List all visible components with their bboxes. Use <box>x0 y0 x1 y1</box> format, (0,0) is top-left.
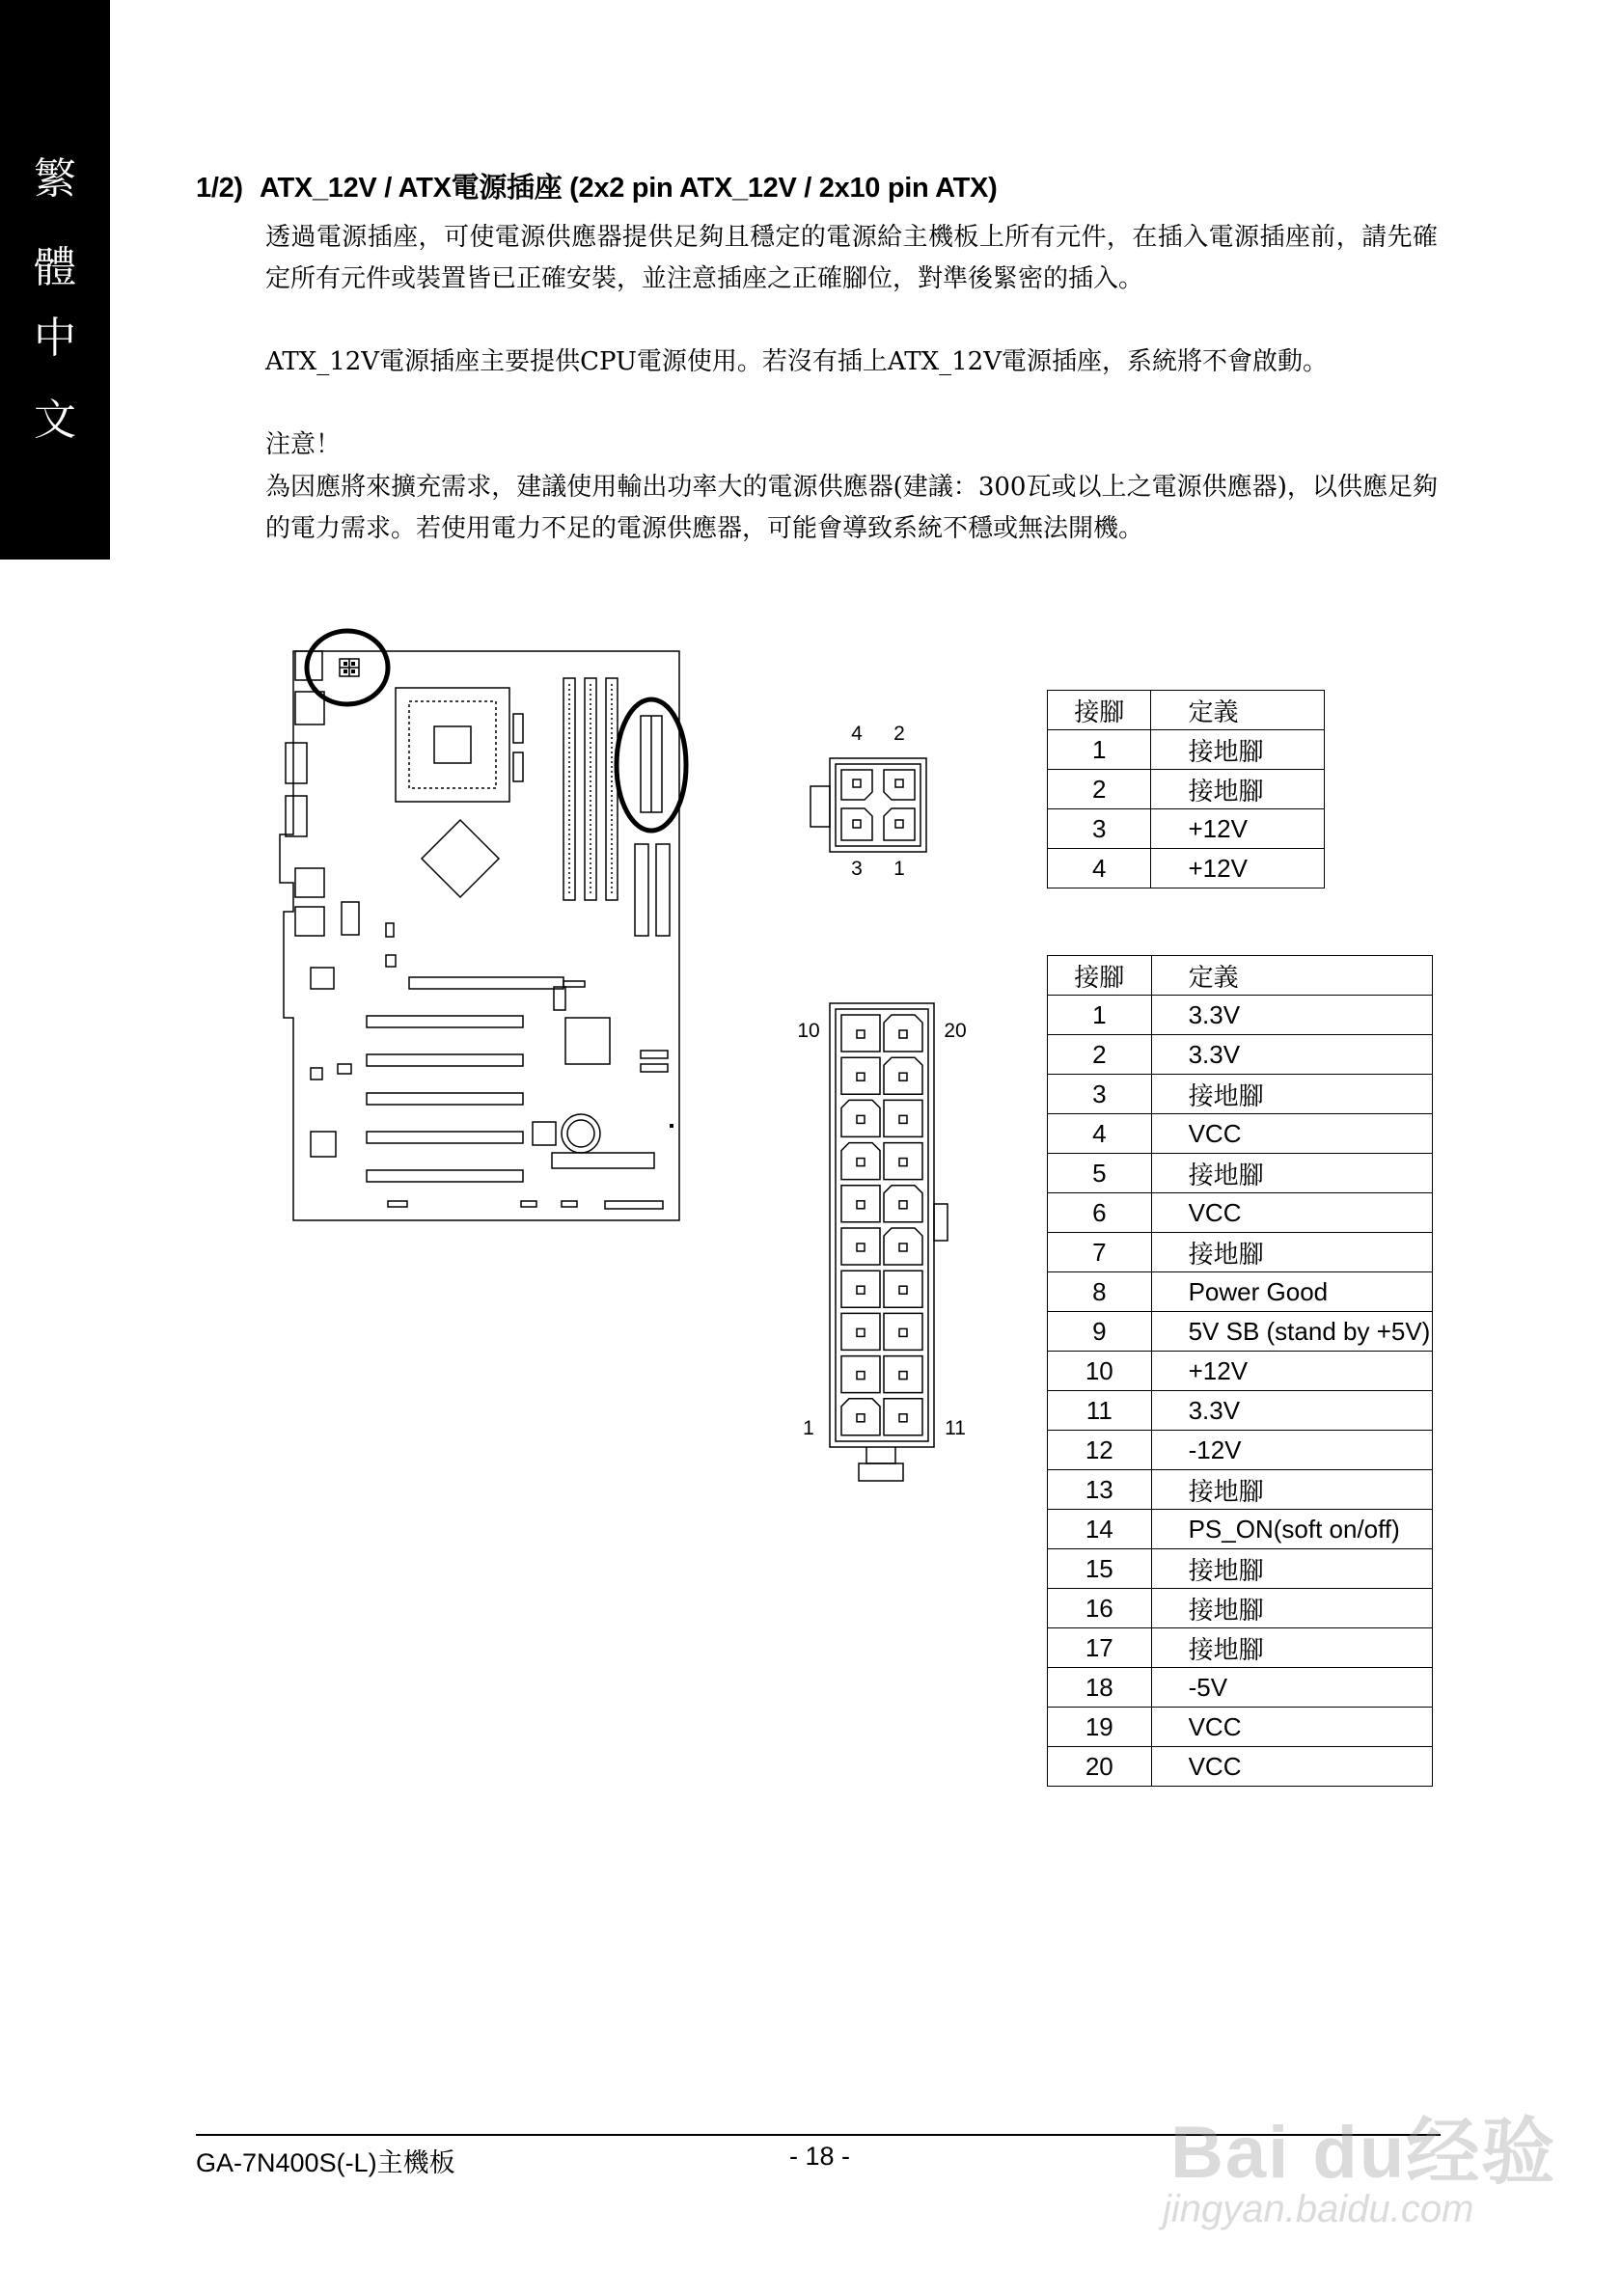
atx-pin-contact <box>857 1414 865 1422</box>
header-pin: 接腳 <box>1048 956 1152 996</box>
pin-definition-cell: 接地腳 <box>1151 770 1325 809</box>
atx-pin-cell <box>884 1143 922 1180</box>
sidebar-char: 繁 <box>34 154 76 204</box>
pin-definition-cell: Power Good <box>1151 1272 1432 1312</box>
pin-definition-cell: -5V <box>1151 1668 1432 1708</box>
atx-pin-cell <box>841 1143 880 1180</box>
atx-pin-contact <box>899 1328 907 1336</box>
atx12v-pin-table <box>1047 690 1325 888</box>
table-row <box>1048 1628 1433 1668</box>
pin-definition-cell: VCC <box>1151 1114 1432 1154</box>
atx-pin-contact <box>857 1201 865 1209</box>
atx-pin-table <box>1047 955 1433 1787</box>
table-row <box>1048 1470 1433 1510</box>
header-definition: 定義 <box>1151 956 1432 996</box>
header-definition: 定義 <box>1151 691 1325 730</box>
atx-pin-contact <box>899 1030 907 1038</box>
pin-label: 1 <box>893 858 905 880</box>
pin-number-cell: 16 <box>1048 1589 1152 1628</box>
atx-pin-contact <box>857 1159 865 1166</box>
pin-definition-cell: -12V <box>1151 1431 1432 1470</box>
table-row <box>1048 1154 1433 1193</box>
table-row <box>1048 1708 1433 1747</box>
pin-definition-cell: PS_ON(soft on/off) <box>1151 1510 1432 1549</box>
atx-pin-cell <box>884 1313 922 1350</box>
table-header-row <box>1048 956 1433 996</box>
pin-number-cell: 3 <box>1048 809 1151 849</box>
table-row <box>1048 1312 1433 1352</box>
table-row <box>1048 1589 1433 1628</box>
pin-number-cell: 2 <box>1048 1035 1152 1075</box>
atx-pin-contact <box>857 1372 865 1380</box>
pin-number-cell: 12 <box>1048 1431 1152 1470</box>
atx-pin-cell <box>841 1356 880 1393</box>
pin-number-cell: 9 <box>1048 1312 1152 1352</box>
pin-number-cell: 1 <box>1048 730 1151 770</box>
table-row <box>1048 730 1325 770</box>
atx-pin-contact <box>857 1244 865 1251</box>
table-row <box>1048 770 1325 809</box>
pin-number-cell: 17 <box>1048 1628 1152 1668</box>
intro-paragraph: 透過電源插座，可使電源供應器提供足夠且穩定的電源給主機板上所有元件，在插入電源插座前，請先確定所有元件或裝置皆已正確安裝，並注意插座之正確腳位，對準後緊密的插入。 <box>265 223 1438 293</box>
atx-pin-cell <box>841 1271 880 1307</box>
table-row <box>1048 1233 1433 1272</box>
watermark-brand: Bai du经验 <box>1170 2112 1557 2194</box>
atx-pin-cell <box>841 1100 880 1136</box>
pin-number-cell: 3 <box>1048 1075 1152 1114</box>
pin-number-cell: 7 <box>1048 1233 1152 1272</box>
pin-number-cell: 13 <box>1048 1470 1152 1510</box>
atx-pin-contact <box>857 1286 865 1294</box>
table-row <box>1048 1510 1433 1549</box>
pin-definition-cell: 接地腳 <box>1151 1075 1432 1114</box>
pin-label: 4 <box>851 723 863 745</box>
pin-number-cell: 18 <box>1048 1668 1152 1708</box>
pin-number-cell: 4 <box>1048 849 1151 888</box>
atx-pin-contact <box>899 1286 907 1294</box>
pin-number-cell: 15 <box>1048 1549 1152 1589</box>
table-row <box>1048 1114 1433 1154</box>
atx-pin-contact <box>857 1328 865 1336</box>
pin-label: 1 <box>803 1417 814 1439</box>
atx-pin-contact <box>899 1201 907 1209</box>
atx-pin-cell <box>841 1015 880 1052</box>
table-row <box>1048 1352 1433 1391</box>
pin-definition-cell: +12V <box>1151 1352 1432 1391</box>
pin-label: 20 <box>944 1020 967 1042</box>
pin-definition-cell: VCC <box>1151 1708 1432 1747</box>
atx-pin-contact <box>899 1115 907 1123</box>
table-row <box>1048 809 1325 849</box>
table-row <box>1048 1193 1433 1233</box>
pin-definition-cell: 接地腳 <box>1151 1154 1432 1193</box>
note-label: 注意！ <box>265 430 342 459</box>
pin-definition-cell: 接地腳 <box>1151 1470 1432 1510</box>
pin-label: 2 <box>893 723 905 745</box>
atx-pin-cell <box>841 1057 880 1094</box>
pin-number-cell: 6 <box>1048 1193 1152 1233</box>
section-title: ATX_12V / ATX電源插座 (2x2 pin ATX_12V / 2x10 pin ATX) <box>260 173 998 204</box>
pin-number-cell: 14 <box>1048 1510 1152 1549</box>
sidebar-char: 文 <box>34 396 76 445</box>
pin-number-cell: 20 <box>1048 1747 1152 1787</box>
table-row <box>1048 1391 1433 1431</box>
pin-number-cell: 8 <box>1048 1272 1152 1312</box>
pin-definition-cell: 3.3V <box>1151 1035 1432 1075</box>
atx-connector-diagram <box>789 998 982 1481</box>
pin-definition-cell: 接地腳 <box>1151 1233 1432 1272</box>
atx-pin-grid <box>841 1015 922 1435</box>
atx-pin-contact <box>857 1115 865 1123</box>
pin-definition-cell: 接地腳 <box>1151 1628 1432 1668</box>
atx-pin-cell <box>841 1313 880 1350</box>
pin-definition-cell: 接地腳 <box>1151 730 1325 770</box>
atx-pin-cell <box>884 1057 922 1094</box>
atx-pin-cell <box>841 1186 880 1222</box>
table-row <box>1048 1668 1433 1708</box>
table-row <box>1048 1035 1433 1075</box>
language-sidebar <box>0 0 110 560</box>
pin-definition-cell: +12V <box>1151 809 1325 849</box>
pin-number-cell: 10 <box>1048 1352 1152 1391</box>
section-number: 1/2) <box>196 173 243 204</box>
atx-pin-cell <box>841 1399 880 1435</box>
pin-definition-cell: 5V SB (stand by +5V) <box>1151 1312 1432 1352</box>
table-row <box>1048 1549 1433 1589</box>
pin-number-cell: 5 <box>1048 1154 1152 1193</box>
pin-definition-cell: 接地腳 <box>1151 1589 1432 1628</box>
pin-number-cell: 11 <box>1048 1391 1152 1431</box>
atx-pin-cell <box>884 1015 922 1052</box>
sidebar-char: 體 <box>34 243 76 292</box>
header-pin: 接腳 <box>1048 691 1151 730</box>
atx-pin-cell <box>841 1228 880 1265</box>
table-row <box>1048 1075 1433 1114</box>
pin-definition-cell: 3.3V <box>1151 1391 1432 1431</box>
baidu-watermark <box>1153 2074 1557 2238</box>
pin-label: 3 <box>851 858 863 880</box>
section-heading <box>196 166 997 205</box>
table-row <box>1048 996 1433 1035</box>
motherboard-diagram <box>272 622 701 1230</box>
pin-number-cell: 4 <box>1048 1114 1152 1154</box>
atx-pin-cell <box>884 1356 922 1393</box>
table-row <box>1048 1747 1433 1787</box>
note-paragraph: 為因應將來擴充需求，建議使用輸出功率大的電源供應器(建議：300瓦或以上之電源供應器)，以供應足夠的電力需求。若使用電力不足的電源供應器，可能會導致系統不穩或無法開機。 <box>265 473 1438 543</box>
table-header-row <box>1048 691 1325 730</box>
table-row <box>1048 849 1325 888</box>
atx12v-paragraph: ATX_12V電源插座主要提供CPU電源使用。若沒有插上ATX_12V電源插座，系統將不會啟動。 <box>265 347 1328 376</box>
table-row <box>1048 1431 1433 1470</box>
footer-model: GA-7N400S(-L)主機板 <box>196 2148 455 2177</box>
atx-pin-cell <box>884 1271 922 1307</box>
pin-label: 10 <box>797 1020 820 1042</box>
pin-number-cell: 1 <box>1048 996 1152 1035</box>
atx-pin-cell <box>884 1399 922 1435</box>
pin-definition-cell: 接地腳 <box>1151 1549 1432 1589</box>
footer-page-number: - 18 - <box>789 2142 851 2171</box>
atx12v-connector-diagram <box>801 719 955 888</box>
atx-pin-contact <box>899 1073 907 1080</box>
atx-pin-contact <box>899 1244 907 1251</box>
atx-pin-contact <box>899 1372 907 1380</box>
atx-pin-cell <box>884 1100 922 1136</box>
sidebar-char: 中 <box>34 314 76 363</box>
watermark-url: jingyan.baidu.com <box>1163 2188 1474 2230</box>
pin-label: 11 <box>945 1417 966 1439</box>
pin-definition-cell: +12V <box>1151 849 1325 888</box>
atx-pin-cell <box>884 1186 922 1222</box>
table-row <box>1048 1272 1433 1312</box>
pin-number-cell: 19 <box>1048 1708 1152 1747</box>
pin-definition-cell: VCC <box>1151 1193 1432 1233</box>
atx-pin-contact <box>899 1159 907 1166</box>
pin-definition-cell: VCC <box>1151 1747 1432 1787</box>
atx-pin-cell <box>884 1228 922 1265</box>
pin-number-cell: 2 <box>1048 770 1151 809</box>
atx-pin-contact <box>857 1073 865 1080</box>
atx-pin-contact <box>857 1030 865 1038</box>
atx-pin-contact <box>899 1414 907 1422</box>
pin-definition-cell: 3.3V <box>1151 996 1432 1035</box>
